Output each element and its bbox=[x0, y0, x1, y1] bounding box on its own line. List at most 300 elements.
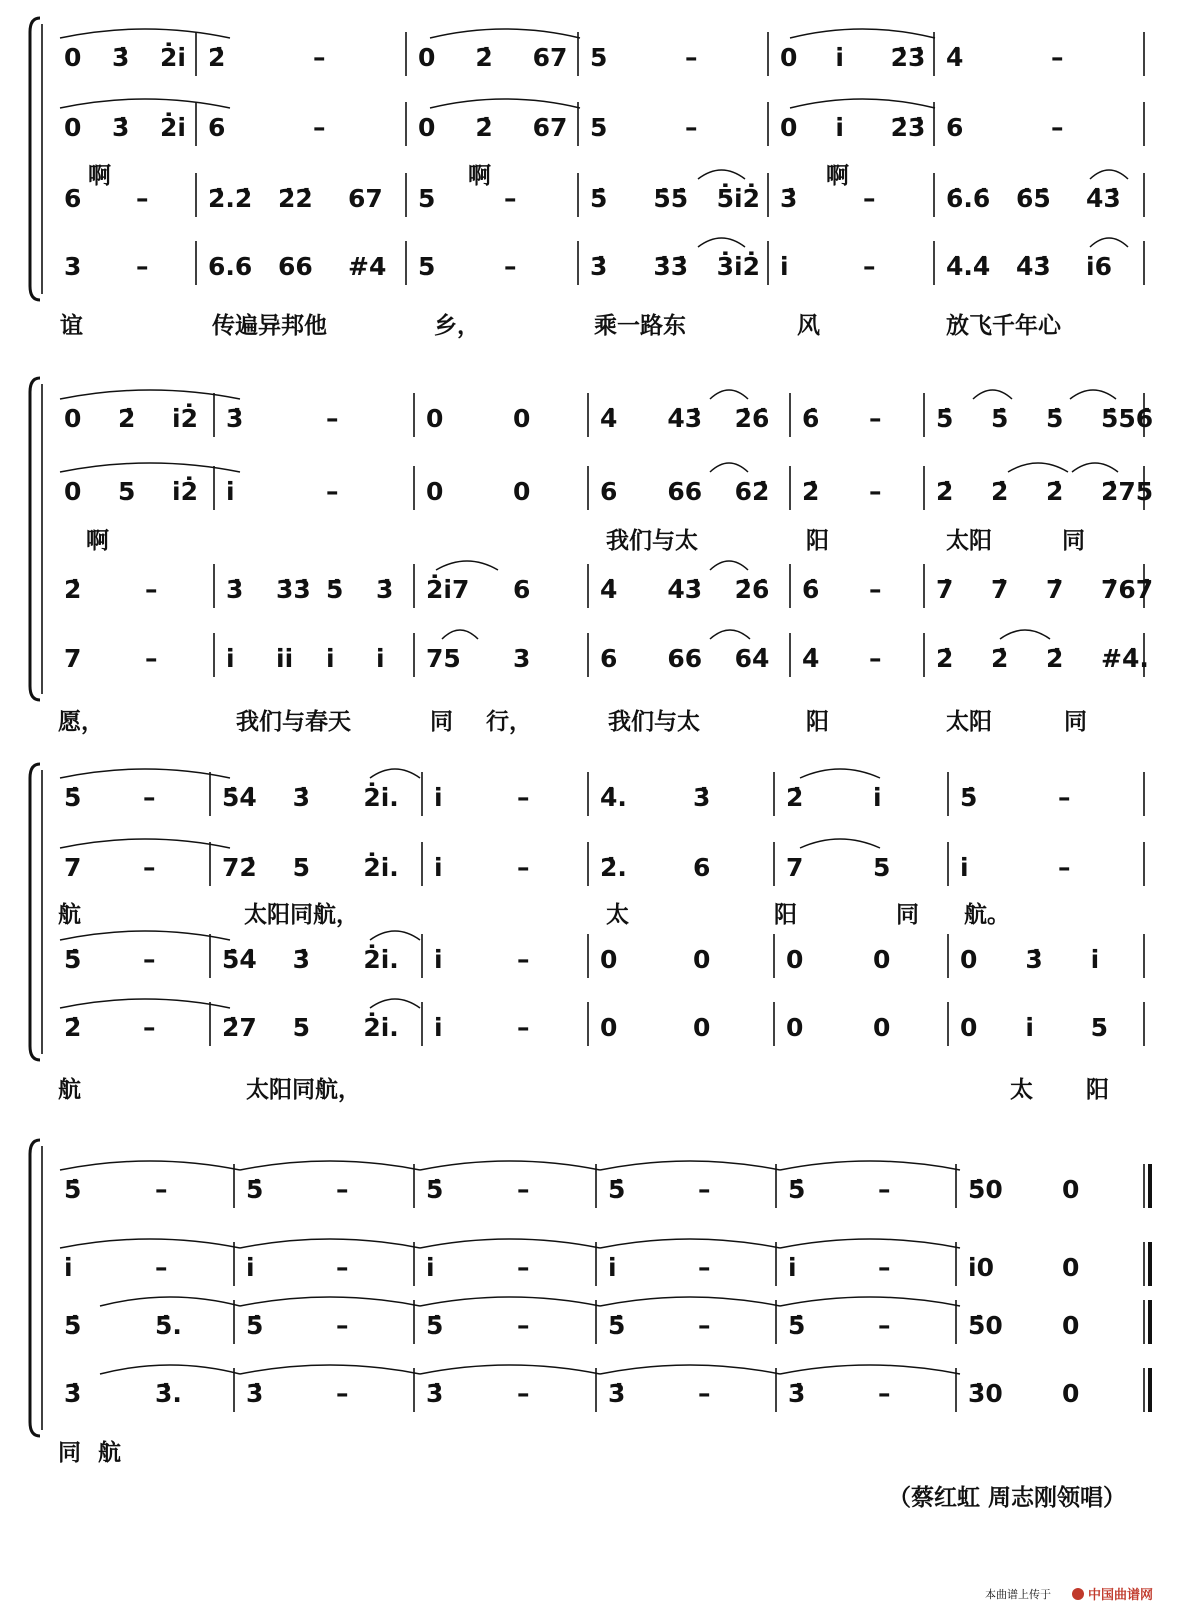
note-group: – bbox=[869, 644, 882, 673]
slur bbox=[430, 29, 580, 38]
note-group: i̇ bbox=[226, 477, 235, 506]
lyric: 同 bbox=[58, 1440, 81, 1466]
note-group: i̇ bbox=[376, 644, 385, 673]
note-group: – bbox=[136, 184, 149, 213]
inline-lyric: 啊 bbox=[86, 528, 109, 554]
slur bbox=[60, 931, 230, 940]
note-group: 0 bbox=[64, 477, 82, 506]
note-group: 0 bbox=[513, 477, 531, 506]
lyric: 我们与春天 bbox=[236, 709, 351, 735]
note-group: 0 bbox=[426, 477, 444, 506]
slur bbox=[60, 463, 240, 472]
note-group: 3̇0 bbox=[968, 1379, 1003, 1408]
note-group: 2̇i̇. bbox=[363, 853, 399, 882]
system-bracket bbox=[30, 378, 40, 700]
note-group: – bbox=[136, 252, 149, 281]
note-group: 5 bbox=[292, 853, 311, 882]
note-group: 2̇ bbox=[991, 477, 1009, 506]
note-group: i̇ bbox=[434, 783, 443, 812]
note-group: – bbox=[878, 1311, 891, 1340]
note-group: 5̇ bbox=[326, 575, 344, 604]
credit-line: （蔡红虹 周志刚领唱） bbox=[888, 1485, 1127, 1511]
note-group: 7̇ bbox=[1046, 575, 1064, 604]
inline-lyric: 我们与太 bbox=[606, 528, 698, 554]
slur bbox=[60, 390, 240, 399]
note-group: 3̇ bbox=[780, 184, 798, 213]
note-group: 3̇ bbox=[64, 1379, 82, 1408]
lyric: 行， bbox=[486, 709, 532, 735]
slur bbox=[60, 1239, 240, 1248]
note-group: – bbox=[143, 783, 156, 812]
note-group: 0 bbox=[786, 945, 804, 974]
inline-lyric: 阳 bbox=[806, 528, 829, 554]
system-bracket bbox=[30, 1140, 40, 1436]
note-group: 3̇ bbox=[292, 945, 311, 974]
note-group: – bbox=[698, 1253, 711, 1282]
slur bbox=[60, 839, 230, 848]
note-group: – bbox=[326, 477, 339, 506]
note-group: 2̇3̇ bbox=[890, 43, 926, 72]
note-group: – bbox=[313, 43, 326, 72]
note-group: 0 bbox=[64, 404, 82, 433]
note-group: 5 bbox=[418, 184, 436, 213]
note-group: 5̇ bbox=[64, 1175, 82, 1204]
note-group: 2̇i̇7 bbox=[426, 575, 470, 604]
note-group: 5 bbox=[590, 43, 608, 72]
note-group: 0 bbox=[64, 43, 82, 72]
note-group: i̇ bbox=[326, 644, 335, 673]
note-group: i̇ bbox=[246, 1253, 255, 1282]
slur bbox=[710, 630, 750, 639]
note-group: 66 bbox=[667, 477, 703, 506]
inline-lyric: 太 bbox=[606, 902, 629, 928]
note-group: – bbox=[517, 1311, 530, 1340]
note-group: 6̇ bbox=[802, 575, 820, 604]
note-group: – bbox=[143, 853, 156, 882]
slur bbox=[420, 1365, 600, 1374]
slur bbox=[780, 1365, 960, 1374]
note-group: i̇ bbox=[608, 1253, 617, 1282]
note-group: 2̇ bbox=[936, 644, 954, 673]
note-group: i̇i̇ bbox=[276, 644, 294, 673]
note-group: 0 bbox=[600, 1013, 618, 1042]
slur bbox=[370, 931, 420, 940]
note-group: – bbox=[1058, 853, 1071, 882]
note-group: 0 bbox=[780, 43, 798, 72]
note-group: – bbox=[878, 1253, 891, 1282]
note-group: 2̇.2̇ bbox=[208, 184, 253, 213]
note-group: 3̇ bbox=[788, 1379, 806, 1408]
note-group: – bbox=[517, 945, 530, 974]
slur bbox=[710, 390, 748, 399]
note-group: 2̇75 bbox=[1101, 477, 1154, 506]
system-bracket bbox=[30, 18, 40, 300]
note-group: i̇ bbox=[780, 252, 789, 281]
note-group: 75 bbox=[426, 644, 461, 673]
note-group: #4̇. bbox=[1101, 644, 1149, 673]
slur bbox=[600, 1161, 780, 1170]
note-group: 4̇.4̇ bbox=[946, 252, 991, 281]
note-group: i̇ bbox=[226, 644, 235, 673]
note-group: 5 bbox=[590, 113, 608, 142]
lyric: 太 bbox=[1010, 1077, 1033, 1103]
lyric: 我们与太 bbox=[608, 709, 700, 735]
note-group: 3̇ bbox=[693, 783, 711, 812]
note-group: 3̇ bbox=[226, 404, 244, 433]
note-group: 7 bbox=[786, 853, 804, 882]
note-group: – bbox=[863, 184, 876, 213]
inline-lyric: 啊 bbox=[468, 163, 491, 189]
lyric: 传遍异邦他 bbox=[212, 313, 327, 339]
note-group: 62̇ bbox=[734, 477, 770, 506]
note-group: 7̇ bbox=[991, 575, 1009, 604]
slur bbox=[370, 999, 420, 1008]
slur bbox=[973, 390, 1012, 399]
slur bbox=[60, 769, 230, 778]
note-group: 66 bbox=[667, 644, 703, 673]
slur bbox=[800, 769, 880, 778]
note-group: i̇ bbox=[835, 43, 844, 72]
note-group: 5̇4̇ bbox=[222, 945, 257, 974]
note-group: 0 bbox=[1062, 1253, 1080, 1282]
note-group: i̇0 bbox=[968, 1253, 994, 1282]
note-group: – bbox=[863, 252, 876, 281]
note-group: 6 bbox=[513, 575, 531, 604]
note-group: 5̇i̇2̇ bbox=[716, 184, 761, 213]
note-group: 2̇ bbox=[936, 477, 954, 506]
slur bbox=[370, 769, 420, 778]
note-group: 2̇ bbox=[64, 1013, 82, 1042]
note-group: i̇ bbox=[1090, 945, 1100, 974]
slur bbox=[780, 1239, 960, 1248]
note-group: 2̇ bbox=[64, 575, 82, 604]
lyric: 阳 bbox=[806, 709, 829, 735]
note-group: – bbox=[869, 575, 882, 604]
slur bbox=[420, 1239, 600, 1248]
note-group: 5̇0 bbox=[968, 1175, 1003, 1204]
slur bbox=[100, 1297, 240, 1306]
note-group: – bbox=[878, 1379, 891, 1408]
note-group: 0 bbox=[1062, 1379, 1080, 1408]
note-group: 2̇i̇. bbox=[363, 783, 399, 812]
slur bbox=[1090, 238, 1128, 247]
slur bbox=[1008, 463, 1068, 472]
note-group: 5̇56̇ bbox=[1101, 404, 1154, 433]
note-group: 6 bbox=[946, 113, 964, 142]
slur bbox=[60, 999, 230, 1008]
note-group: #4 bbox=[348, 252, 387, 281]
slur bbox=[60, 99, 230, 108]
slur bbox=[780, 1161, 960, 1170]
note-group: 0 bbox=[693, 1013, 711, 1042]
note-group: 5̇ bbox=[246, 1311, 264, 1340]
note-group: 67 bbox=[532, 43, 568, 72]
note-group: 2̇6̇ bbox=[734, 404, 770, 433]
slur bbox=[600, 1297, 780, 1306]
note-group: 5̇. bbox=[155, 1311, 182, 1340]
note-group: – bbox=[685, 43, 698, 72]
note-group: – bbox=[869, 477, 882, 506]
slur bbox=[1090, 170, 1128, 179]
note-group: – bbox=[336, 1253, 349, 1282]
slur bbox=[240, 1239, 420, 1248]
slur bbox=[442, 630, 478, 639]
note-group: i̇2̇ bbox=[172, 477, 198, 506]
lyric: 航 bbox=[98, 1440, 121, 1466]
note-group: 4̇. bbox=[600, 783, 627, 812]
note-group: 0 bbox=[786, 1013, 804, 1042]
note-group: 0 bbox=[873, 1013, 891, 1042]
note-group: 5 bbox=[418, 252, 436, 281]
note-group: 2̇ bbox=[118, 404, 136, 433]
note-group: 3̇ bbox=[226, 575, 244, 604]
slur bbox=[436, 561, 498, 570]
note-group: 2̇2̇ bbox=[278, 184, 313, 213]
slur bbox=[790, 99, 935, 108]
slur bbox=[60, 29, 230, 38]
note-group: 2̇ bbox=[991, 644, 1009, 673]
inline-lyric: 阳 bbox=[774, 902, 797, 928]
slur bbox=[1072, 463, 1118, 472]
note-group: 3̇. bbox=[155, 1379, 182, 1408]
note-group: 6̇.6̇ bbox=[946, 184, 991, 213]
note-group: 0 bbox=[1062, 1311, 1080, 1340]
note-group: – bbox=[1051, 43, 1064, 72]
note-group: – bbox=[326, 404, 339, 433]
note-group: – bbox=[685, 113, 698, 142]
note-group: 5̇ bbox=[426, 1175, 444, 1204]
note-group: 2̇i̇. bbox=[363, 1013, 399, 1042]
inline-lyric: 同 bbox=[1062, 528, 1085, 554]
lyric: 阳 bbox=[1086, 1077, 1109, 1103]
inline-lyric: 太阳 bbox=[946, 528, 992, 554]
note-group: 3̇i̇2̇ bbox=[716, 252, 761, 281]
note-group: 4̇ bbox=[946, 43, 964, 72]
note-group: – bbox=[504, 252, 517, 281]
note-group: 0 bbox=[513, 404, 531, 433]
inline-lyric: 航 bbox=[58, 902, 81, 928]
note-group: 0 bbox=[960, 1013, 978, 1042]
inline-lyric: 航。 bbox=[964, 902, 1010, 928]
note-group: 4̇ bbox=[600, 575, 618, 604]
note-group: – bbox=[155, 1175, 168, 1204]
note-group: 5̇ bbox=[608, 1175, 626, 1204]
note-group: 6̇ bbox=[802, 404, 820, 433]
inline-lyric: 啊 bbox=[826, 163, 849, 189]
qupu-logo-icon bbox=[1072, 1588, 1084, 1600]
note-group: 2̇3̇ bbox=[890, 113, 926, 142]
note-group: 0 bbox=[600, 945, 618, 974]
lyric: 航 bbox=[58, 1077, 81, 1103]
lyric: 太阳 bbox=[946, 709, 992, 735]
lyric: 乡， bbox=[434, 313, 480, 339]
note-group: – bbox=[143, 945, 156, 974]
note-group: 5̇ bbox=[936, 404, 954, 433]
lyric: 风 bbox=[797, 313, 820, 339]
note-group: 3̇3̇ bbox=[653, 252, 689, 281]
note-group: 5̇ bbox=[246, 1175, 264, 1204]
note-group: 5̇ bbox=[590, 184, 608, 213]
note-group: – bbox=[145, 575, 158, 604]
note-group: 64̇ bbox=[734, 644, 770, 673]
slur bbox=[800, 839, 880, 848]
inline-lyric: 太阳同航， bbox=[244, 902, 359, 928]
note-group: 3̇ bbox=[608, 1379, 626, 1408]
note-group: – bbox=[869, 404, 882, 433]
note-group: i̇ bbox=[873, 783, 882, 812]
slur bbox=[430, 99, 580, 108]
note-group: 2̇ bbox=[475, 43, 493, 72]
note-group: 3̇ bbox=[1025, 945, 1043, 974]
note-group: – bbox=[504, 184, 517, 213]
note-group: – bbox=[1051, 113, 1064, 142]
note-group: 2̇i̇ bbox=[160, 113, 186, 142]
note-group: – bbox=[313, 113, 326, 142]
note-group: 7 bbox=[64, 853, 82, 882]
slur bbox=[100, 1365, 240, 1374]
note-group: 72̇ bbox=[222, 853, 257, 882]
note-group: 5̇ bbox=[1046, 404, 1064, 433]
note-group: 5̇ bbox=[426, 1311, 444, 1340]
note-group: 3 bbox=[64, 252, 82, 281]
note-group: 0 bbox=[426, 404, 444, 433]
note-group: i̇ bbox=[434, 1013, 443, 1042]
note-group: i̇ bbox=[835, 113, 844, 142]
lyric: 谊 bbox=[60, 313, 83, 339]
note-group: 2̇6̇ bbox=[734, 575, 770, 604]
note-group: 4̇3̇ bbox=[667, 404, 703, 433]
note-group: 3̇ bbox=[112, 113, 130, 142]
note-group: 2̇ bbox=[1046, 644, 1064, 673]
footer-logo: 中国曲谱网 bbox=[1088, 1588, 1154, 1603]
slur bbox=[790, 29, 935, 38]
note-group: 6 bbox=[600, 644, 618, 673]
note-group: 0 bbox=[960, 945, 978, 974]
note-group: 0 bbox=[418, 113, 436, 142]
note-group: 7 bbox=[64, 644, 82, 673]
note-group: 2̇i̇ bbox=[160, 43, 186, 72]
lyric: 放飞千年心 bbox=[946, 313, 1061, 339]
note-group: i̇ bbox=[960, 853, 969, 882]
note-group: – bbox=[698, 1175, 711, 1204]
note-group: – bbox=[698, 1379, 711, 1408]
slur bbox=[60, 1161, 240, 1170]
note-group: 5̇5̇ bbox=[653, 184, 689, 213]
note-group: 7̇ bbox=[936, 575, 954, 604]
note-group: – bbox=[517, 783, 530, 812]
slur bbox=[600, 1365, 780, 1374]
note-group: 4̇ bbox=[802, 644, 820, 673]
note-group: 5 bbox=[873, 853, 891, 882]
lyric: 乘一路东 bbox=[594, 313, 686, 339]
slur bbox=[1000, 630, 1050, 639]
note-group: 5 bbox=[292, 1013, 311, 1042]
note-group: 5̇0 bbox=[968, 1311, 1003, 1340]
note-group: 4̇ bbox=[600, 404, 618, 433]
note-group: i̇6 bbox=[1086, 252, 1112, 281]
note-group: – bbox=[517, 1253, 530, 1282]
note-group: 67 bbox=[348, 184, 383, 213]
note-group: 3̇ bbox=[376, 575, 394, 604]
note-group: 0 bbox=[64, 113, 82, 142]
note-group: 2̇ bbox=[1046, 477, 1064, 506]
note-group: 3̇3̇ bbox=[276, 575, 311, 604]
note-group: 6 bbox=[693, 853, 711, 882]
note-group: – bbox=[1058, 783, 1071, 812]
note-group: 6 bbox=[600, 477, 618, 506]
note-group: 7̇67̇ bbox=[1101, 575, 1154, 604]
note-group: 5̇ bbox=[608, 1311, 626, 1340]
slur bbox=[780, 1297, 960, 1306]
note-group: 2̇ bbox=[475, 113, 493, 142]
slur bbox=[420, 1161, 600, 1170]
note-group: – bbox=[517, 853, 530, 882]
note-group: – bbox=[517, 1175, 530, 1204]
note-group: i̇ bbox=[434, 853, 443, 882]
note-group: 3̇ bbox=[246, 1379, 264, 1408]
note-group: 2̇ bbox=[786, 783, 804, 812]
note-group: 4̇3̇ bbox=[1016, 252, 1051, 281]
note-group: i̇ bbox=[64, 1253, 73, 1282]
note-group: 2̇ bbox=[802, 477, 820, 506]
lyric: 同 bbox=[430, 709, 453, 735]
note-group: 2̇ bbox=[208, 43, 226, 72]
slur bbox=[600, 1239, 780, 1248]
lyric: 愿， bbox=[58, 709, 104, 735]
slur bbox=[710, 463, 748, 472]
note-group: i̇ bbox=[426, 1253, 435, 1282]
note-group: i̇ bbox=[788, 1253, 797, 1282]
note-group: 0 bbox=[693, 945, 711, 974]
slur bbox=[698, 170, 745, 179]
note-group: 3̇ bbox=[112, 43, 130, 72]
note-group: 5 bbox=[1090, 1013, 1109, 1042]
note-group: 5̇ bbox=[788, 1311, 806, 1340]
note-group: 0 bbox=[418, 43, 436, 72]
note-group: 6 bbox=[64, 184, 82, 213]
note-group: 2̇i̇. bbox=[363, 945, 399, 974]
note-group: – bbox=[517, 1013, 530, 1042]
slur bbox=[240, 1365, 420, 1374]
note-group: 5̇ bbox=[64, 1311, 82, 1340]
note-group: – bbox=[155, 1253, 168, 1282]
note-group: – bbox=[698, 1311, 711, 1340]
note-group: 4̇3̇ bbox=[1086, 184, 1121, 213]
note-group: – bbox=[336, 1379, 349, 1408]
note-group: 3̇ bbox=[426, 1379, 444, 1408]
slur bbox=[1070, 390, 1116, 399]
note-group: 5̇ bbox=[788, 1175, 806, 1204]
note-group: 66 bbox=[278, 252, 313, 281]
note-group: 6.6 bbox=[208, 252, 253, 281]
slur bbox=[240, 1297, 420, 1306]
system-bracket bbox=[30, 764, 40, 1060]
note-group: 5̇ bbox=[64, 783, 82, 812]
note-group: 5 bbox=[118, 477, 136, 506]
slur bbox=[240, 1161, 420, 1170]
lyric: 太阳同航， bbox=[246, 1077, 361, 1103]
note-group: 5̇4̇ bbox=[222, 783, 257, 812]
inline-lyric: 啊 bbox=[88, 163, 111, 189]
note-group: 5̇ bbox=[991, 404, 1009, 433]
note-group: 4̇3̇ bbox=[667, 575, 703, 604]
note-group: i̇ bbox=[1025, 1013, 1034, 1042]
note-group: 0 bbox=[1062, 1175, 1080, 1204]
note-group: – bbox=[878, 1175, 891, 1204]
note-group: 0 bbox=[780, 113, 798, 142]
note-group: 5̇ bbox=[960, 783, 978, 812]
slur bbox=[710, 561, 748, 570]
